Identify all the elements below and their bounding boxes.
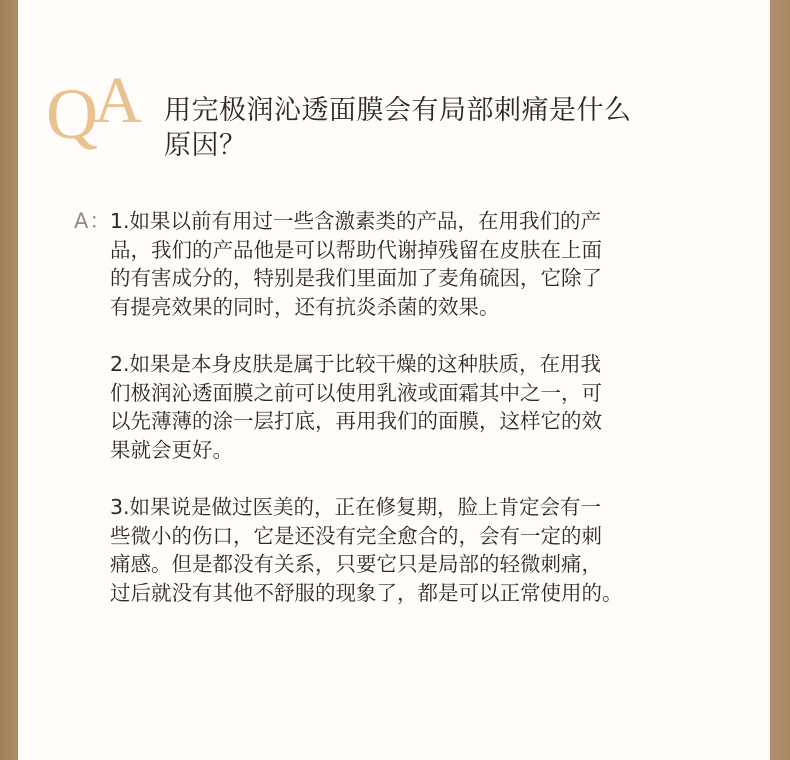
qa-logo-q-letter: Q <box>46 74 98 154</box>
qa-logo <box>44 58 150 154</box>
qa-logo-a-letter: A <box>94 64 142 137</box>
question-title <box>164 93 724 163</box>
answer-paragraph-1: 1.如果以前有用过一些含激素类的产品，在用我们的产 品，我们的产品他是可以帮助代谢掉残留在皮肤在上面 的有害成分的，特别是我们里面加了麦角硫因，它除了 有提亮效果的同时，还有抗炎杀菌的效果。 <box>110 209 602 319</box>
answer-body <box>110 207 708 636</box>
answer-label: A： <box>74 209 112 233</box>
question-text: 用完极润沁透面膜会有局部刺痛是什么 原因？ <box>164 95 632 161</box>
answer-paragraph-3: 3.如果说是做过医美的，正在修复期，脸上肯定会有一 些微小的伤口，它是还没有完全愈合的，会有一定的刺 痛感。但是都没有关系，只要它只是局部的轻微刺痛， 过后就没有其他不舒服的现象了，都是可以正常使用的。 <box>110 494 623 605</box>
answer-paragraph-2: 2.如果是本身皮肤是属于比较干燥的这种肤质，在用我 们极润沁透面膜之前可以使用乳液或面霜其中之一，可 以先薄薄的涂一层打底，再用我们的面膜，这样它的效 果就会更好。 <box>110 351 602 462</box>
